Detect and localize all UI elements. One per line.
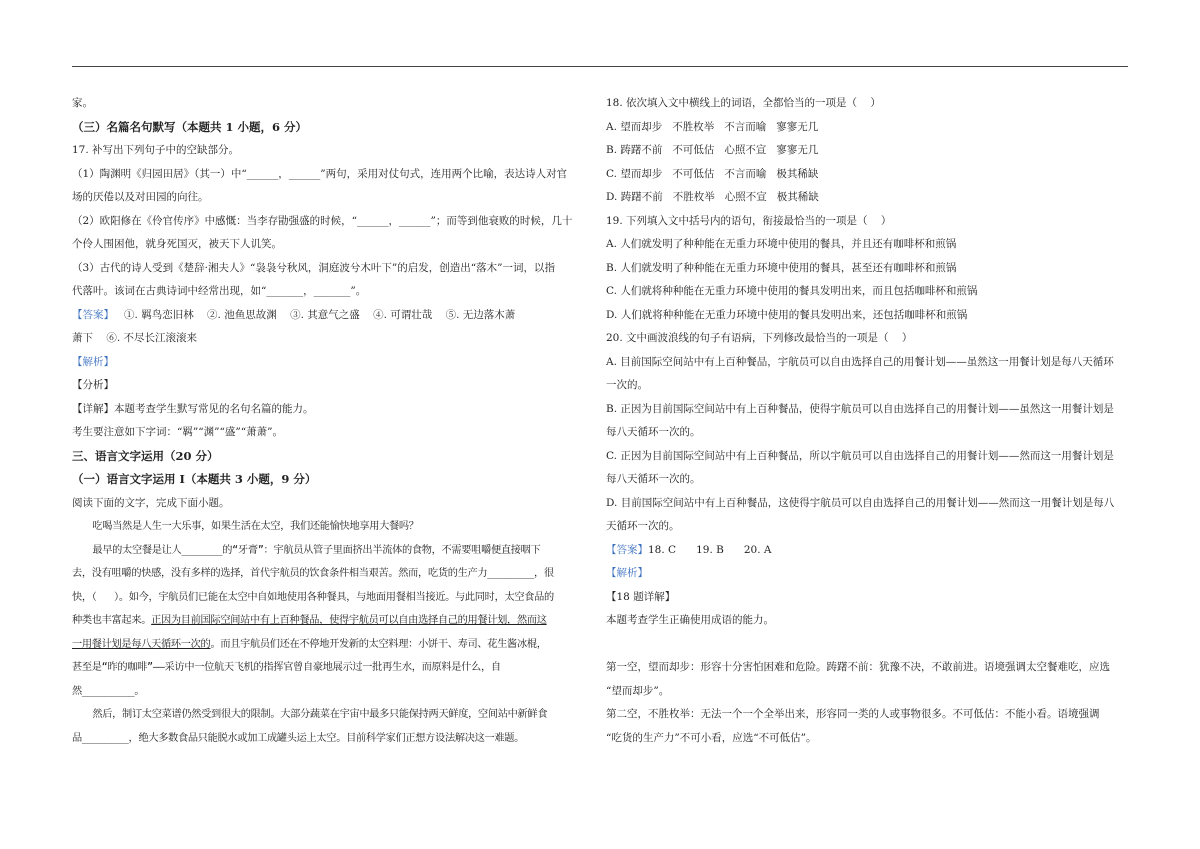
wavy-underlined-sentence: 正因为目前国际空间站中有上百种餐品，使得宇航员可以自由选择自己的用餐计划，然而这: [151, 615, 547, 626]
section-heading: 三、语言文字运用（20 分）: [72, 448, 219, 463]
option-line: 一次的。: [606, 379, 648, 391]
passage-line: [72, 633, 604, 657]
option-line: B. 人们就发明了种种能在无重力环境中使用的餐具，甚至还有咖啡杯和煎锅: [606, 261, 957, 274]
option-line: A. 人们就发明了种种能在无重力环境中使用的餐具，并且还有咖啡杯和煎锅: [606, 238, 957, 250]
passage-line: 然_________。: [72, 685, 145, 697]
text-line: 第一空，望而却步：形容十分害怕困难和危险。踌躇不前：犹豫不决，不敢前进。语境强调太空餐难吃，应选: [606, 661, 1110, 673]
question-20: 20. 文中画波浪线的句子有语病，下列修改最恰当的一项是（ ）: [606, 332, 913, 344]
text-line: 代落叶。该词在古典诗词中经常出现，如“_______，_______”。: [72, 285, 367, 297]
text-line: 场的厌倦以及对田园的向往。: [72, 191, 209, 203]
option-line: D. 人们就将种种能在无重力环境中使用的餐具发明出来，还包括咖啡杯和煎锅: [606, 308, 968, 321]
answer-text: ①. 羁鸟恋旧林 ②. 池鱼思故渊 ③. 其意气之盛 ④. 可谓壮哉 ⑤. 无边落木萧: [114, 308, 516, 321]
analysis-tag: 【解析】: [606, 567, 648, 579]
spacer: [606, 633, 1128, 657]
analysis-tag: 【解析】: [72, 355, 114, 368]
text-line: 【详解】本题考查学生默写常见的名句名篇的能力。: [72, 402, 314, 415]
text-line: “吃货的生产力”不可小看，应选“不可低估”。: [606, 731, 817, 744]
question-18: 18. 依次填入文中横线上的词语，全都恰当的一项是（ ）: [606, 97, 881, 109]
option-line: 天循环一次的。: [606, 520, 680, 532]
answer-text: 18. C 19. B 20. A: [648, 543, 772, 556]
question-19: 19. 下列填入文中括号内的语句，衔接最恰当的一项是（ ）: [606, 214, 892, 227]
option-line: B. 踌躇不前 不可低估 心照不宣 寥寥无几: [606, 144, 819, 156]
text-line: （3）古代的诗人受到《楚辞·湘夫人》“袅袅兮秋风，洞庭波兮木叶下”的启发，创造出“落木”一词，以指: [72, 261, 555, 274]
answer-line: [72, 304, 604, 328]
passage-text: 种类也丰富起来。: [72, 615, 152, 626]
header-rule: [72, 66, 1128, 67]
text-line: 本题考查学生正确使用成语的能力。: [606, 614, 774, 626]
option-line: C. 望而却步 不可低估 不言而喻 极其稀缺: [606, 167, 819, 180]
text-line: 第二空，不胜枚举：无法一个一个全举出来，形容同一类的人或事物很多。不可低估：不能小看。语境强调: [606, 708, 1100, 720]
passage-text: 。而且宇航员们还在不停地开发新的太空料理：小饼干、寿司、花生酱冰棍，: [210, 638, 547, 650]
section-heading: （三）名篇名句默写（本题共 1 小题，6 分）: [72, 119, 308, 134]
text-line: 【分析】: [72, 379, 114, 391]
option-line: A. 目前国际空间站中有上百种餐品，宇航员可以自由选择自己的用餐计划——虽然这一用餐计划是每八天循环: [606, 355, 1114, 368]
question-17: 17. 补写出下列句子中的空缺部分。: [72, 144, 240, 156]
section-heading: （一）语言文字运用 I（本题共 3 小题，9 分）: [72, 472, 317, 486]
text-line: （1）陶渊明《归园田居》（其一）中“______，______”两句，采用对仗句式，连用两个比喻，表达诗人对官: [72, 167, 568, 180]
passage-line: 最早的太空餐是让人_______的“牙膏”：宇航员从管子里面挤出半流体的食物，不需要咀嚼便直接咽下: [92, 544, 541, 556]
text-line: 【18 题详解】: [606, 590, 676, 603]
text-line: 阅读下面的文字，完成下面小题。: [72, 496, 230, 509]
option-line: 每八天循环一次的。: [606, 426, 701, 438]
option-line: D. 目前国际空间站中有上百种餐品，这使得宇航员可以自由选择自己的用餐计划——然而这一用餐计划是每八: [606, 496, 1115, 509]
text-line: 考生要注意如下字词：“羁”“渊”“盛”“萧萧”。: [72, 426, 283, 438]
answer-tag: 【答案】: [72, 308, 114, 321]
text-line: （2）欧阳修在《伶官传序》中感慨：当李存勖强盛的时候，“______，______”；而等到他衰败的时候，几十: [72, 214, 573, 227]
answer-line: [606, 539, 1128, 563]
passage-line: [72, 609, 604, 633]
right-column: [606, 92, 1128, 750]
option-line: A. 望而却步 不胜枚举 不言而喻 寥寥无几: [606, 120, 819, 133]
passage-line: 去，没有咀嚼的快感，没有多样的选择，首代宇航员的饮食条件相当艰苦。然而，吃货的生产力________，很: [72, 568, 554, 579]
option-line: B. 正因为目前国际空间站中有上百种餐品，使得宇航员可以自由选择自己的用餐计划——虽然这一用餐计划是: [606, 402, 1114, 415]
left-column: [72, 92, 604, 750]
wavy-underlined-sentence: 一用餐计划是每八天循环一次的: [72, 638, 211, 650]
option-line: C. 人们就将种种能在无重力环境中使用的餐具发明出来，而且包括咖啡杯和煎锅: [606, 285, 978, 297]
option-line: C. 正因为目前国际空间站中有上百种餐品，所以宇航员可以自由选择自己的用餐计划——然而这一用餐计划是: [606, 449, 1114, 462]
text-line: 家。: [72, 97, 93, 109]
text-line: 萧下 ⑥. 不尽长江滚滚来: [72, 332, 198, 344]
passage-line: 然后，制订太空菜谱仍然受到很大的限制。大部分蔬菜在宇宙中最多只能保持两天鲜度，空间站中新鲜食: [92, 709, 548, 720]
answer-tag: 【答案】: [606, 543, 648, 556]
passage-line: 品________，绝大多数食品只能脱水或加工成罐头运上太空。目前科学家们正想方设法解决这一难题。: [72, 732, 525, 744]
passage-line: 甚至是“昨的咖啡”——采访中一位航天飞机的指挥官曾自豪地展示过一批再生水，而原料是什么，自: [72, 662, 501, 673]
passage-line: 快，（ ）。如今，宇航员们已能在太空中自如地使用各种餐具，与地面用餐相当接近。与此同时，太空食品的: [72, 591, 554, 603]
passage-line: 吃喝当然是人生一大乐事，如果生活在太空，我们还能愉快地享用大餐吗？: [92, 521, 419, 532]
option-line: 每八天循环一次的。: [606, 473, 701, 485]
text-line: 个伶人围困他，就身死国灭，被天下人讥笑。: [72, 238, 282, 250]
text-line: “望而却步”。: [606, 684, 670, 697]
option-line: D. 踌躇不前 不胜枚举 心照不宣 极其稀缺: [606, 191, 819, 203]
